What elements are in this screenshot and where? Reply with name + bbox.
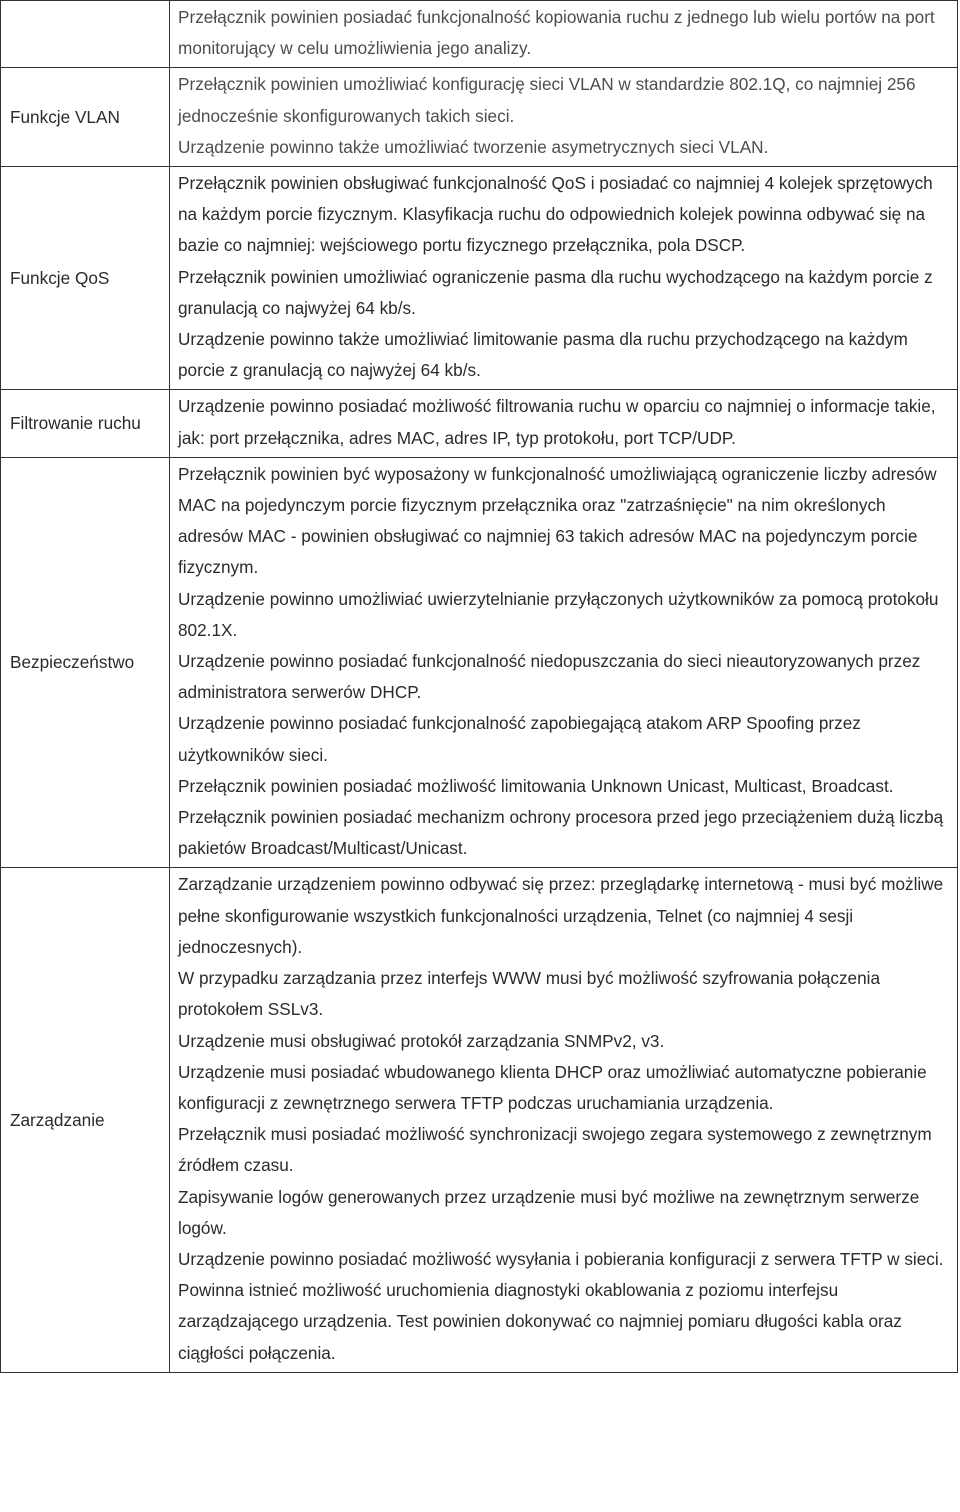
requirement-text: Urządzenie powinno posiadać funkcjonalność niedopuszczania do sieci nieautoryzowanych przez administratora serwerów DHCP. xyxy=(178,651,921,703)
requirement-text: Urządzenie powinno umożliwiać uwierzytelnianie przyłączonych użytkowników za pomocą protokołu 802.1X. xyxy=(178,588,939,640)
requirement-text: Powinna istnieć możliwość uruchomienia diagnostyki okablowania z poziomu interfejsu zarządzającego urządzenia. Test powinien dokonywać co najmniej pomiaru długości kabla oraz ciągłości połączenia. xyxy=(178,1280,902,1363)
row-content xyxy=(170,167,958,390)
requirement-text: W przypadku zarządzania przez interfejs WWW musi być możliwość szyfrowania połączenia protokołem SSLv3. xyxy=(178,968,881,1020)
row-label: Bezpieczeństwo xyxy=(1,457,170,868)
requirement-text: Urządzenie powinno posiadać funkcjonalność zapobiegającą atakom ARP Spoofing przez użytkowników sieci. xyxy=(178,713,861,765)
row-content xyxy=(170,68,958,167)
table-row xyxy=(1,390,958,457)
requirement-text: Przełącznik musi posiadać możliwość synchronizacji swojego zegara systemowego z zewnętrznym źródłem czasu. xyxy=(178,1124,932,1176)
row-label: Funkcje QoS xyxy=(1,167,170,390)
row-label: Funkcje VLAN xyxy=(1,68,170,167)
table-row xyxy=(1,457,958,868)
requirement-text: Przełącznik powinien być wyposażony w funkcjonalność umożliwiającą ograniczenie liczby adresów MAC na pojedynczym porcie fizycznym przełącznika oraz "zatrzaśnięcie" na nim określonych adresów MAC - powinien obsługiwać co najmniej 63 takich adresów MAC na pojedynczym porcie fizycznym. xyxy=(178,463,937,578)
requirement-text: Zarządzanie urządzeniem powinno odbywać się przez: przeglądarkę internetową - musi być możliwe pełne skonfigurowanie wszystkich funkcjonalności urządzenia, Telnet (co najmniej 4 sesji jednoczesnych). xyxy=(178,874,944,957)
requirement-text: Urządzenie powinno także umożliwiać tworzenie asymetrycznych sieci VLAN. xyxy=(178,136,769,157)
requirement-text: Urządzenie musi obsługiwać protokół zarządzania SNMPv2, v3. xyxy=(178,1030,665,1051)
table-row xyxy=(1,1,958,68)
row-label xyxy=(1,1,170,68)
requirement-text: Przełącznik powinien obsługiwać funkcjonalność QoS i posiadać co najmniej 4 kolejek sprzętowych na każdym porcie fizycznym. Klasyfikacja ruchu do odpowiednich kolejek powinna odbywać się na bazie co najmniej: wejściowego portu fizycznego przełącznika, pola DSCP. xyxy=(178,173,933,256)
requirement-text: Przełącznik powinien posiadać mechanizm ochrony procesora przed jego przeciążeniem dużą liczbą pakietów Broadcast/Multicast/Unicast. xyxy=(178,807,944,859)
requirement-text: Urządzenie powinno posiadać możliwość filtrowania ruchu w oparciu co najmniej o informacje takie, jak: port przełącznika, adres MAC, adres IP, typ protokołu, port TCP/UDP. xyxy=(178,396,936,448)
table-row xyxy=(1,868,958,1372)
requirement-text: Zapisywanie logów generowanych przez urządzenie musi być możliwe na zewnętrznym serwerze logów. xyxy=(178,1186,920,1238)
row-content xyxy=(170,457,958,868)
row-label: Filtrowanie ruchu xyxy=(1,390,170,457)
row-label: Zarządzanie xyxy=(1,868,170,1372)
requirement-text: Przełącznik powinien umożliwiać konfigurację sieci VLAN w standardzie 802.1Q, co najmniej 256 jednocześnie skonfigurowanych takich sieci. xyxy=(178,74,916,126)
table-row xyxy=(1,68,958,167)
requirement-text: Urządzenie musi posiadać wbudowanego klienta DHCP oraz umożliwiać automatyczne pobieranie konfiguracji z zewnętrznego serwera TFTP podczas uruchamiania urządzenia. xyxy=(178,1061,927,1113)
table-row xyxy=(1,167,958,390)
row-content xyxy=(170,390,958,457)
requirement-text: Przełącznik powinien posiadać możliwość limitowania Unknown Unicast, Multicast, Broadcast. xyxy=(178,775,894,796)
requirement-text: Przełącznik powinien umożliwiać ograniczenie pasma dla ruchu wychodzącego na każdym porcie z granulacją co najwyżej 64 kb/s. xyxy=(178,266,933,318)
row-content xyxy=(170,868,958,1372)
row-content xyxy=(170,1,958,68)
requirement-text: Przełącznik powinien posiadać funkcjonalność kopiowania ruchu z jednego lub wielu portów na port monitorujący w celu umożliwienia jego analizy. xyxy=(178,7,935,59)
requirement-text: Urządzenie powinno posiadać możliwość wysyłania i pobierania konfiguracji z serwera TFTP w sieci. xyxy=(178,1248,944,1269)
requirement-text: Urządzenie powinno także umożliwiać limitowanie pasma dla ruchu przychodzącego na każdym porcie z granulacją co najwyżej 64 kb/s. xyxy=(178,329,908,381)
